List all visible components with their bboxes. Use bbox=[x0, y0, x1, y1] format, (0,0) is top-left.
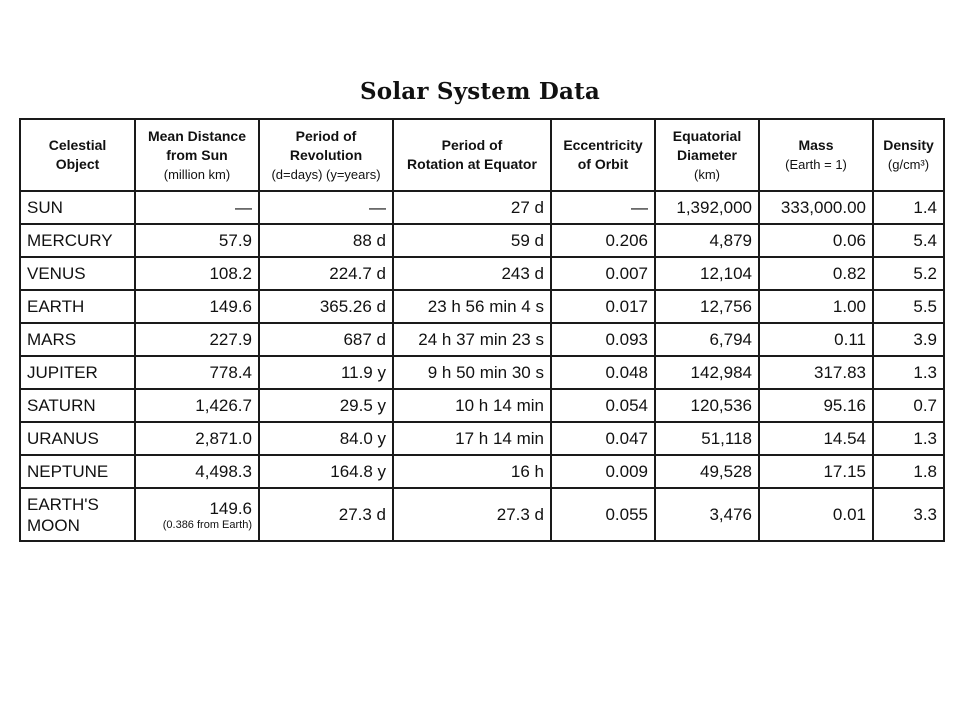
cell-rotation: 27 d bbox=[393, 191, 551, 224]
table-row bbox=[20, 389, 944, 422]
cell-eccentricity: 0.009 bbox=[551, 455, 655, 488]
cell-rotation: 27.3 d bbox=[393, 488, 551, 541]
cell-density: 5.2 bbox=[873, 257, 944, 290]
cell-density: 0.7 bbox=[873, 389, 944, 422]
header-line: Equatorial bbox=[672, 127, 742, 144]
cell-density: 1.3 bbox=[873, 422, 944, 455]
cell-diameter: 6,794 bbox=[655, 323, 759, 356]
cell-rotation: 10 h 14 min bbox=[393, 389, 551, 422]
table-row bbox=[20, 455, 944, 488]
header-line: of Orbit bbox=[577, 156, 629, 172]
cell-distance: 57.9 bbox=[135, 224, 259, 257]
cell-eccentricity: 0.206 bbox=[551, 224, 655, 257]
header-line: Mean Distance bbox=[147, 127, 247, 144]
cell-distance: 778.4 bbox=[135, 356, 259, 389]
header-equatorial-diameter bbox=[655, 119, 759, 191]
cell-eccentricity: 0.054 bbox=[551, 389, 655, 422]
cell-density: 5.5 bbox=[873, 290, 944, 323]
table-row bbox=[20, 224, 944, 257]
cell-revolution: 224.7 d bbox=[259, 257, 393, 290]
cell-diameter: 3,476 bbox=[655, 488, 759, 541]
cell-mass: 17.15 bbox=[759, 455, 873, 488]
cell-density: 1.4 bbox=[873, 191, 944, 224]
cell-object: MERCURY bbox=[20, 224, 135, 257]
cell-rotation: 23 h 56 min 4 s bbox=[393, 290, 551, 323]
table-row bbox=[20, 422, 944, 455]
distance-note: (0.386 from Earth) bbox=[162, 518, 252, 531]
cell-rotation: 17 h 14 min bbox=[393, 422, 551, 455]
cell-object: MARS bbox=[20, 323, 135, 356]
cell-object: JUPITER bbox=[20, 356, 135, 389]
cell-revolution: — bbox=[259, 191, 393, 224]
cell-eccentricity: — bbox=[551, 191, 655, 224]
header-line: Eccentricity bbox=[563, 137, 643, 153]
cell-rotation: 59 d bbox=[393, 224, 551, 257]
header-line: from Sun bbox=[166, 146, 228, 163]
header-line: Period of bbox=[441, 137, 503, 153]
cell-revolution: 84.0 y bbox=[259, 422, 393, 455]
cell-object: VENUS bbox=[20, 257, 135, 290]
header-unit: (g/cm³) bbox=[887, 157, 930, 172]
header-unit: (km) bbox=[694, 166, 720, 182]
header-period-of-revolution bbox=[259, 119, 393, 191]
header-mass bbox=[759, 119, 873, 191]
cell-object: SATURN bbox=[20, 389, 135, 422]
cell-diameter: 51,118 bbox=[655, 422, 759, 455]
cell-object: URANUS bbox=[20, 422, 135, 455]
cell-eccentricity: 0.055 bbox=[551, 488, 655, 541]
cell-distance: 1,426.7 bbox=[135, 389, 259, 422]
cell-mass: 333,000.00 bbox=[759, 191, 873, 224]
table-row bbox=[20, 356, 944, 389]
cell-density: 3.9 bbox=[873, 323, 944, 356]
cell-rotation: 16 h bbox=[393, 455, 551, 488]
cell-density: 3.3 bbox=[873, 488, 944, 541]
object-name-line: MOON bbox=[27, 515, 80, 535]
cell-mass: 0.06 bbox=[759, 224, 873, 257]
cell-revolution: 11.9 y bbox=[259, 356, 393, 389]
cell-object bbox=[20, 488, 135, 541]
cell-distance: 4,498.3 bbox=[135, 455, 259, 488]
header-line: Object bbox=[55, 156, 100, 172]
cell-object: SUN bbox=[20, 191, 135, 224]
cell-diameter: 142,984 bbox=[655, 356, 759, 389]
cell-eccentricity: 0.093 bbox=[551, 323, 655, 356]
header-line: Period of bbox=[295, 127, 357, 144]
cell-mass: 95.16 bbox=[759, 389, 873, 422]
header-unit: (Earth = 1) bbox=[785, 157, 847, 172]
object-name-line: EARTH'S bbox=[27, 494, 99, 514]
header-line: Rotation at Equator bbox=[407, 156, 537, 172]
header-mean-distance bbox=[135, 119, 259, 191]
table-row-moon bbox=[20, 488, 944, 541]
cell-eccentricity: 0.048 bbox=[551, 356, 655, 389]
header-celestial-object bbox=[20, 119, 135, 191]
cell-distance: 2,871.0 bbox=[135, 422, 259, 455]
table-row bbox=[20, 191, 944, 224]
cell-eccentricity: 0.007 bbox=[551, 257, 655, 290]
cell-distance: — bbox=[135, 191, 259, 224]
cell-revolution: 164.8 y bbox=[259, 455, 393, 488]
cell-density: 1.3 bbox=[873, 356, 944, 389]
cell-mass: 317.83 bbox=[759, 356, 873, 389]
table-title: Solar System Data bbox=[359, 78, 600, 105]
cell-mass: 0.01 bbox=[759, 488, 873, 541]
cell-mass: 1.00 bbox=[759, 290, 873, 323]
cell-object: EARTH bbox=[20, 290, 135, 323]
header-line: Mass bbox=[798, 137, 834, 153]
cell-density: 5.4 bbox=[873, 224, 944, 257]
cell-revolution: 29.5 y bbox=[259, 389, 393, 422]
distance-value: 149.6 bbox=[209, 498, 252, 518]
cell-distance: 149.6 bbox=[135, 290, 259, 323]
table-row bbox=[20, 323, 944, 356]
cell-revolution: 687 d bbox=[259, 323, 393, 356]
cell-diameter: 49,528 bbox=[655, 455, 759, 488]
cell-revolution: 88 d bbox=[259, 224, 393, 257]
cell-distance: 227.9 bbox=[135, 323, 259, 356]
cell-eccentricity: 0.047 bbox=[551, 422, 655, 455]
cell-density: 1.8 bbox=[873, 455, 944, 488]
header-period-of-rotation bbox=[393, 119, 551, 191]
solar-system-table bbox=[19, 118, 945, 542]
cell-rotation: 24 h 37 min 23 s bbox=[393, 323, 551, 356]
cell-diameter: 120,536 bbox=[655, 389, 759, 422]
cell-mass: 0.82 bbox=[759, 257, 873, 290]
cell-diameter: 12,104 bbox=[655, 257, 759, 290]
cell-revolution: 27.3 d bbox=[259, 488, 393, 541]
header-line: Diameter bbox=[677, 146, 737, 163]
cell-rotation: 243 d bbox=[393, 257, 551, 290]
header-unit: (d=days) (y=years) bbox=[271, 166, 381, 182]
cell-mass: 0.11 bbox=[759, 323, 873, 356]
cell-object: NEPTUNE bbox=[20, 455, 135, 488]
header-eccentricity bbox=[551, 119, 655, 191]
cell-eccentricity: 0.017 bbox=[551, 290, 655, 323]
cell-distance: 108.2 bbox=[135, 257, 259, 290]
header-line: Celestial bbox=[48, 137, 107, 153]
header-unit: (million km) bbox=[163, 166, 231, 182]
table-row bbox=[20, 290, 944, 323]
cell-revolution: 365.26 d bbox=[259, 290, 393, 323]
header-density bbox=[873, 119, 944, 191]
header-line: Revolution bbox=[289, 146, 363, 163]
cell-diameter: 12,756 bbox=[655, 290, 759, 323]
header-line: Density bbox=[883, 137, 934, 153]
cell-distance bbox=[135, 488, 259, 541]
cell-diameter: 1,392,000 bbox=[655, 191, 759, 224]
cell-diameter: 4,879 bbox=[655, 224, 759, 257]
header-row bbox=[20, 119, 944, 191]
cell-mass: 14.54 bbox=[759, 422, 873, 455]
cell-rotation: 9 h 50 min 30 s bbox=[393, 356, 551, 389]
table-row bbox=[20, 257, 944, 290]
